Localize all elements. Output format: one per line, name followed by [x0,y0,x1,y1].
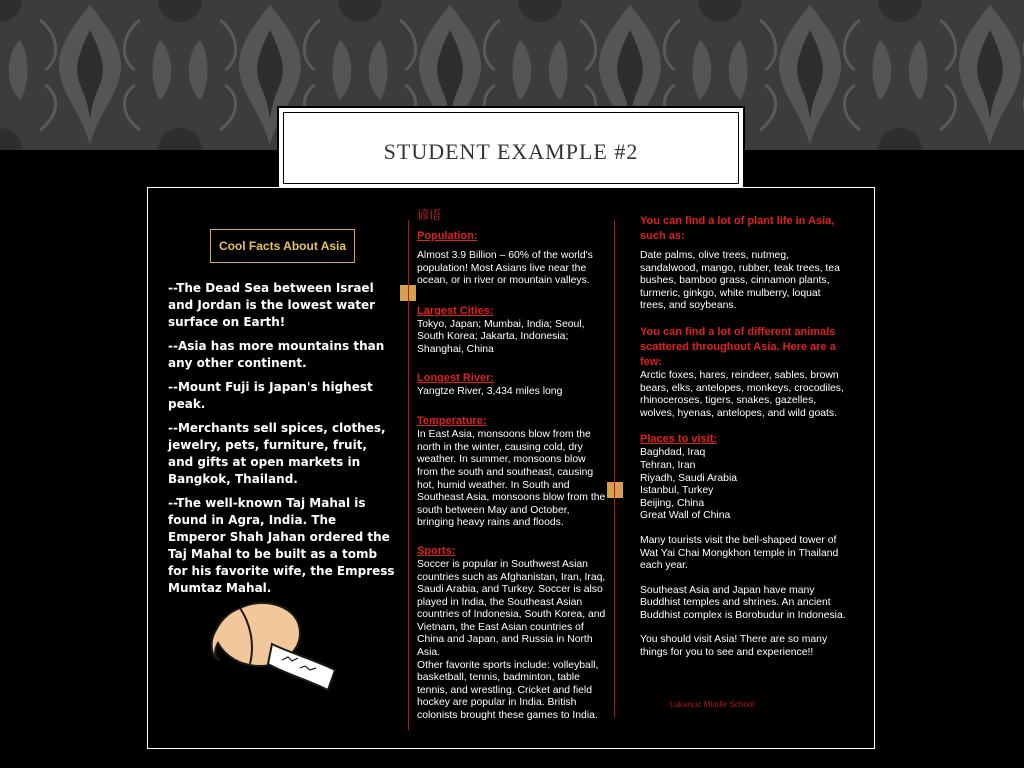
places-heading: Places to visit: [640,433,718,446]
plants-text: Date palms, olive trees, nutmeg, sandalwood, mango, rubber, teak trees, tea bushes, bamboo grass, cinnamon plants, turmeric, ginkgo, white mulberry, loquat trees, and soybeans. [640,250,840,312]
temperature-text: In East Asia, monsoons blow from the north in the winter, causing cold, dry weather. In summer, monsoons blow from the south and southeast, causing hot, humid weather. In South and Southeast Asia, monsoons blow from the south between May and October, bringing heavy rains and floods. [417,429,606,529]
river-text: Yangtze River, 3,434 miles long [417,385,563,397]
sports-text: Soccer is popular in Southwest Asian countries such as Afghanistan, Iran, Iraq, Saudi Arabia, and Turkey. Soccer is also played in India, the Southeast Asian countries of Indonesia, South Korea, and Vietnam, the East Asian countries of China and Japan, and Russia in North Asia. [417,558,606,659]
tourists-text: Many tourists visit the bell-shaped tower of Wat Yai Chai Mongkhon temple in Thailand each year. [640,534,839,572]
fact-item: --Mount Fuji is Japan's highest peak. [168,380,373,411]
place-item: Tehran, Iran [640,459,696,471]
population-heading: Population: [417,230,478,242]
plants-heading: You can find a lot of plant life in Asia, such as: [640,215,835,242]
cool-facts-box [210,229,355,263]
river-heading: Longest River: [417,371,495,384]
page-title: STUDENT EXAMPLE #2 [383,139,639,164]
sports-text-2: Other favorite sports include: volleyball, basketball, tennis, badminton, table tennis, and wrestling. Cricket and field hockey are popular in India. British colonists brought these games to India. [417,659,599,722]
middle-column [417,229,607,723]
chinese-characters: 谚语 [417,208,442,222]
school-credit: Lukancic Middle School [670,700,755,709]
cities-heading: Largest Cities: [417,304,494,317]
place-item: Great Wall of China [640,510,731,522]
cool-facts-list [168,280,396,604]
column-divider [408,220,409,730]
place-item: Baghdad, Iraq [640,447,706,459]
fact-item: --The Dead Sea between Israel and Jordan is the lowest water surface on Earth! [168,281,376,329]
column-divider [614,220,615,717]
gold-square-marker [607,482,623,498]
place-item: Istanbul, Turkey [640,485,714,497]
title-box [277,106,745,190]
animals-text: Arctic foxes, hares, reindeer, sables, brown bears, elks, antelopes, monkeys, crocodiles, rhinoceroses, tigers, snakes, gazelles, wolves, hyenas, antelopes, and wild goats. [640,369,844,419]
visit-text: You should visit Asia! There are so many things for you to see and experience!! [640,634,828,659]
temperature-heading: Temperature: [417,415,487,428]
fortune-cookie-icon [210,598,340,693]
animals-heading: You can find a lot of different animals scattered throughout Asia. Here are a few: [640,325,836,368]
place-item: Riyadh, Saudi Arabia [640,472,738,484]
population-text: Almost 3.9 Billion – 60% of the world's population! Most Asians live near the ocean, or in river or mountain valleys. [417,250,593,287]
fact-item: --Merchants sell spices, clothes, jewelry, pets, furniture, fruit, and gifts at open markets in Bangkok, Thailand. [168,421,386,486]
right-column [640,214,848,660]
cool-facts-label: Cool Facts About Asia [218,239,347,253]
fact-item: --The well-known Taj Mahal is found in Agra, India. The Emperor Shah Jahan ordered the Taj Mahal to be built as a tomb for his favorite wife, the Empress Mumtaz Mahal. [168,496,395,595]
place-item: Beijing, China [640,497,705,509]
temples-text: Southeast Asia and Japan have many Buddhist temples and shrines. An ancient Buddhist complex is Borobudur in Indonesia. [640,584,846,621]
sports-heading: Sports: [417,544,456,557]
cities-text: Tokyo, Japan; Mumbai, India; Seoul, South Korea; Jakarta, Indonesia; Shanghai, China [417,318,585,355]
fact-item: --Asia has more mountains than any other continent. [168,339,385,370]
